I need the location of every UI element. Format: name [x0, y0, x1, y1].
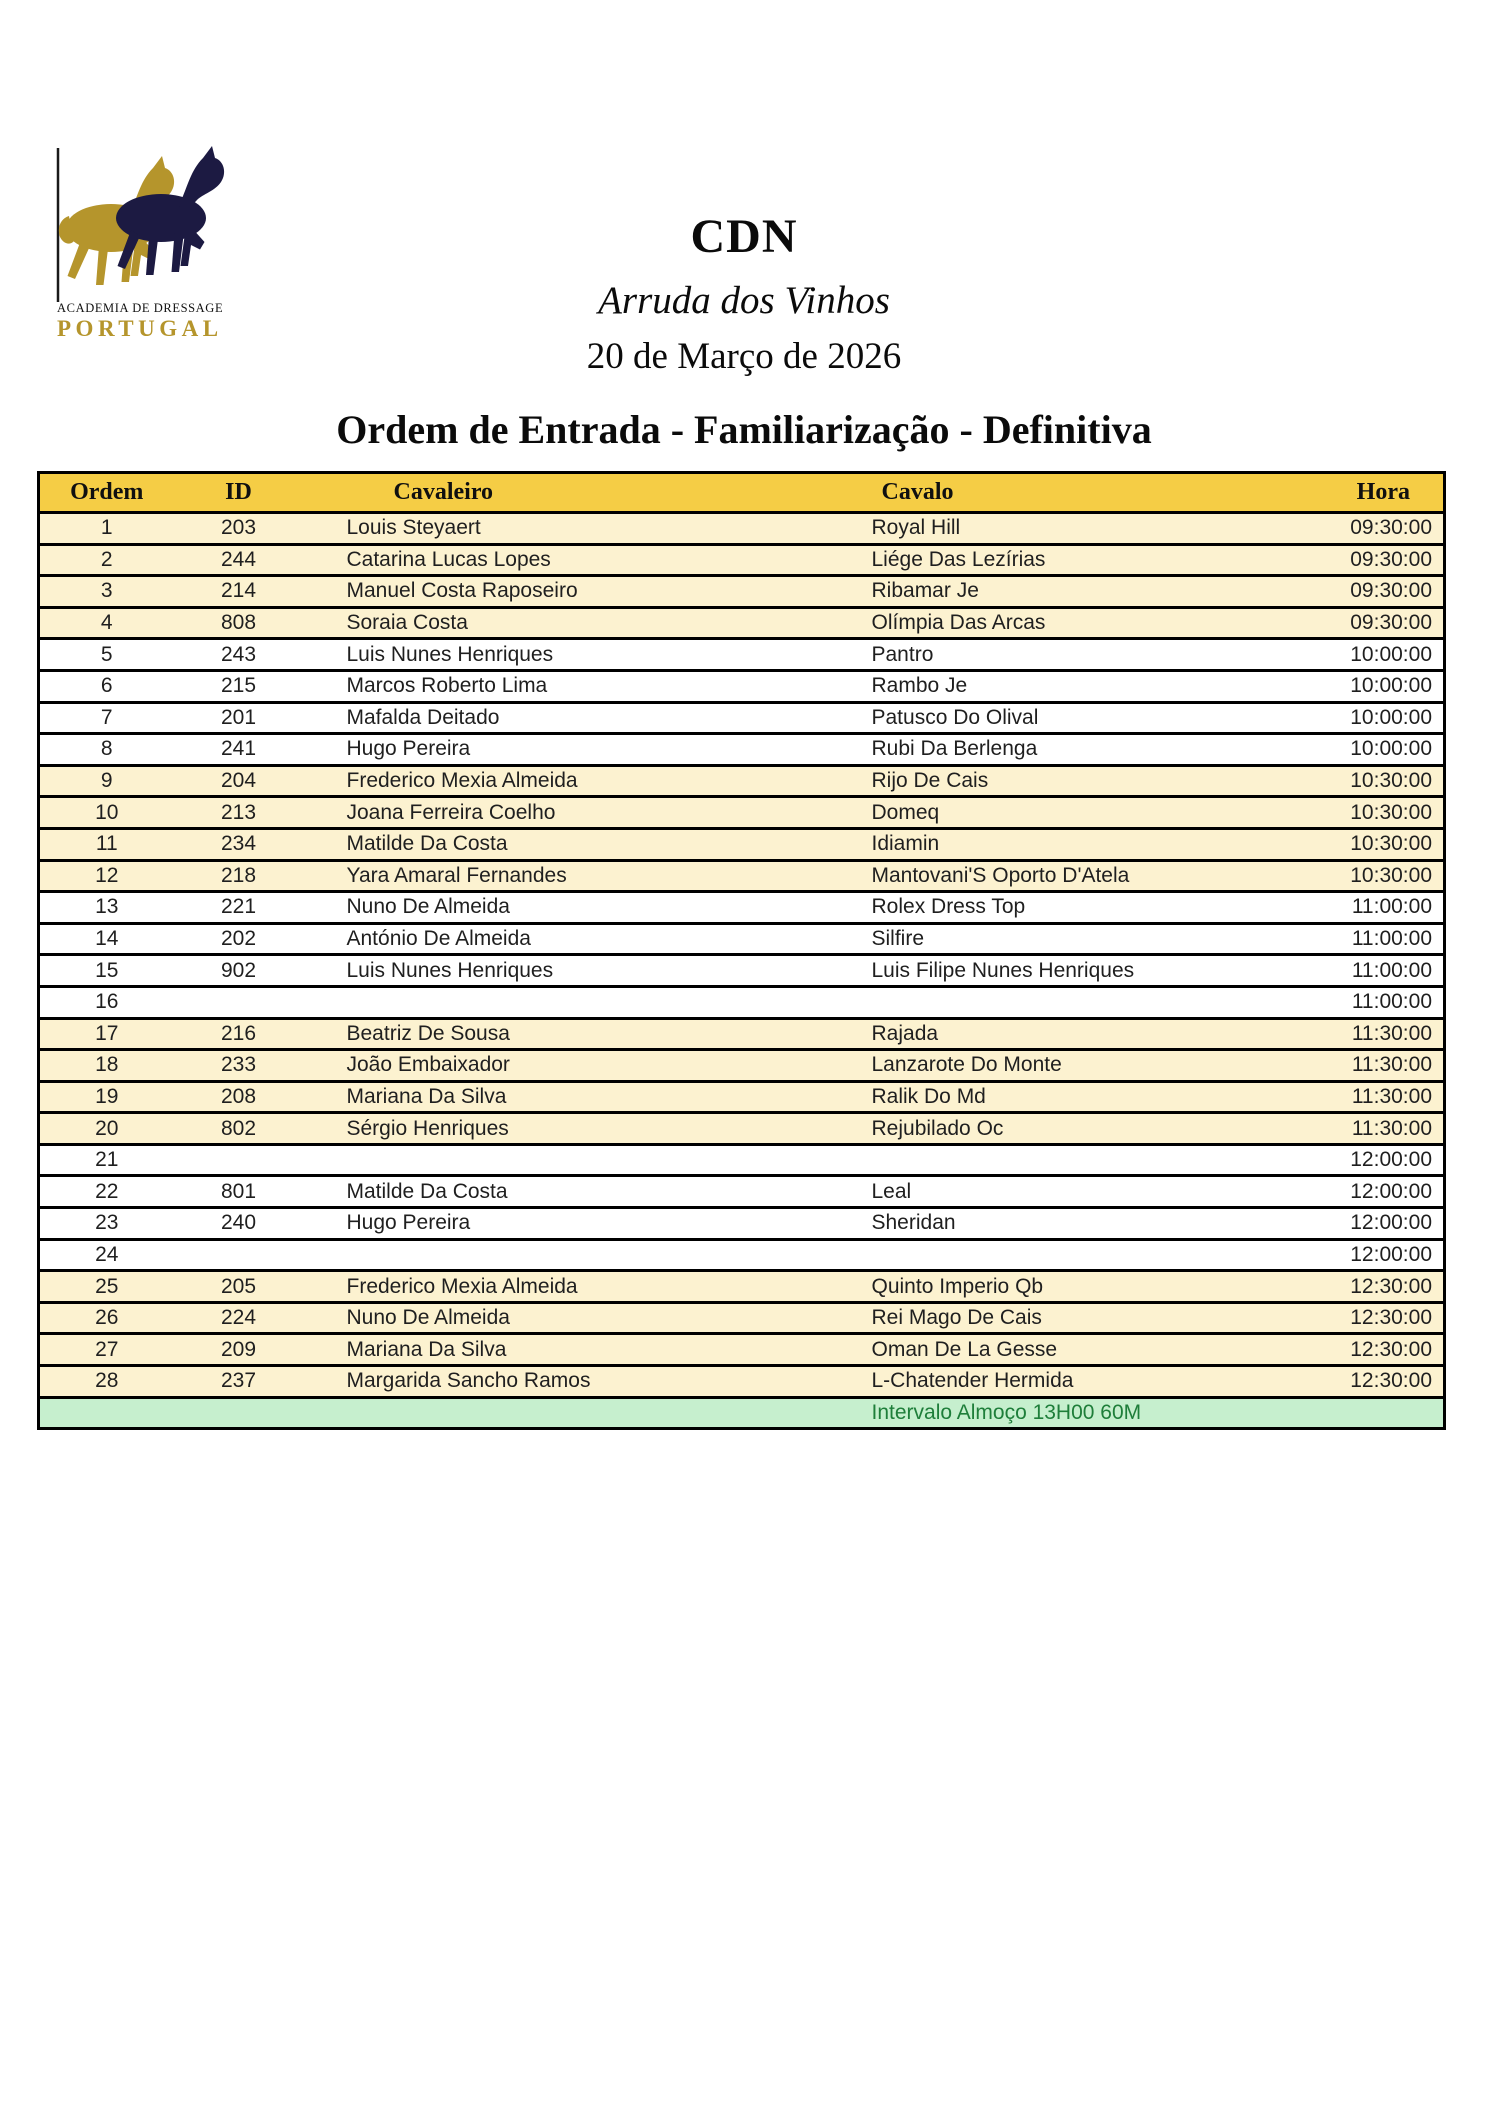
cell-cavaleiro [304, 1144, 830, 1176]
cell-cavalo: Domeq [830, 797, 1237, 829]
cell-cavalo: Pantro [830, 639, 1237, 671]
cell-hora: 12:00:00 [1237, 1144, 1445, 1176]
cell-cavaleiro: Mariana Da Silva [304, 1334, 830, 1366]
start-list-title: Ordem de Entrada - Familiarização - Definitiva [336, 407, 1152, 452]
table-header [39, 473, 1445, 513]
cell-ordem: 10 [39, 797, 174, 829]
cell-id: 224 [174, 1302, 304, 1334]
table-row [39, 1271, 1445, 1303]
interval-row [39, 1397, 1445, 1429]
cell-cavalo: Rei Mago De Cais [830, 1302, 1237, 1334]
cell-ordem: 18 [39, 1050, 174, 1082]
cell-cavalo: Lanzarote Do Monte [830, 1050, 1237, 1082]
cell-hora: 09:30:00 [1237, 607, 1445, 639]
column-header-ordem: Ordem [39, 473, 174, 513]
cell-hora: 11:30:00 [1237, 1113, 1445, 1145]
cell-cavaleiro: Frederico Mexia Almeida [304, 765, 830, 797]
cell-hora: 09:30:00 [1237, 576, 1445, 608]
cell-ordem: 17 [39, 1018, 174, 1050]
cell-cavaleiro: Catarina Lucas Lopes [304, 544, 830, 576]
event-date: 20 de Março de 2026 [586, 336, 902, 377]
cell-cavaleiro [304, 1397, 830, 1429]
cell-cavalo: L-Chatender Hermida [830, 1366, 1237, 1398]
cell-hora: 12:30:00 [1237, 1302, 1445, 1334]
table-row [39, 1081, 1445, 1113]
cell-id: 237 [174, 1366, 304, 1398]
cell-cavaleiro: Hugo Pereira [304, 1208, 830, 1240]
cell-ordem: 5 [39, 639, 174, 671]
cell-cavalo: Ribamar Je [830, 576, 1237, 608]
table-row [39, 1208, 1445, 1240]
cell-cavaleiro: Matilde Da Costa [304, 828, 830, 860]
logo-academy-text: ACADEMIA DE DRESSAGE [57, 301, 224, 315]
cell-hora: 12:00:00 [1237, 1176, 1445, 1208]
table-row [39, 1334, 1445, 1366]
table-row [39, 828, 1445, 860]
cell-ordem: 6 [39, 670, 174, 702]
cell-id: 203 [174, 513, 304, 545]
cell-cavaleiro [304, 1239, 830, 1271]
cell-id: 902 [174, 955, 304, 987]
cell-hora: 10:30:00 [1237, 828, 1445, 860]
table-row [39, 955, 1445, 987]
cell-cavaleiro: Yara Amaral Fernandes [304, 860, 830, 892]
cell-ordem: 23 [39, 1208, 174, 1240]
cell-cavalo: Idiamin [830, 828, 1237, 860]
cell-hora: 11:30:00 [1237, 1018, 1445, 1050]
event-location: Arruda dos Vinhos [598, 279, 890, 322]
cell-cavalo: Rijo De Cais [830, 765, 1237, 797]
table-row [39, 1018, 1445, 1050]
cell-ordem: 7 [39, 702, 174, 734]
cell-hora: 10:30:00 [1237, 765, 1445, 797]
cell-ordem: 28 [39, 1366, 174, 1398]
cell-id: 801 [174, 1176, 304, 1208]
cell-cavalo: Rejubilado Oc [830, 1113, 1237, 1145]
cell-ordem: 4 [39, 607, 174, 639]
table-row [39, 702, 1445, 734]
cell-cavalo: Olímpia Das Arcas [830, 607, 1237, 639]
cell-cavaleiro: Soraia Costa [304, 607, 830, 639]
cell-ordem: 27 [39, 1334, 174, 1366]
cell-ordem: 12 [39, 860, 174, 892]
table-row [39, 1366, 1445, 1398]
table-row [39, 544, 1445, 576]
cell-ordem: 16 [39, 986, 174, 1018]
cell-ordem: 20 [39, 1113, 174, 1145]
cell-id: 808 [174, 607, 304, 639]
cell-id [174, 1144, 304, 1176]
cell-cavaleiro: Manuel Costa Raposeiro [304, 576, 830, 608]
column-header-cavaleiro: Cavaleiro [304, 473, 830, 513]
cell-ordem: 13 [39, 892, 174, 924]
cell-cavalo [830, 1239, 1237, 1271]
cell-id: 218 [174, 860, 304, 892]
cell-cavaleiro: Luis Nunes Henriques [304, 639, 830, 671]
cell-cavalo: Silfire [830, 923, 1237, 955]
cell-id: 243 [174, 639, 304, 671]
cell-ordem: 21 [39, 1144, 174, 1176]
cell-cavalo: Ralik Do Md [830, 1081, 1237, 1113]
cell-hora: 10:00:00 [1237, 670, 1445, 702]
cell-ordem: 9 [39, 765, 174, 797]
cell-id: 215 [174, 670, 304, 702]
column-header-id: ID [174, 473, 304, 513]
table-row [39, 765, 1445, 797]
cell-cavaleiro: Luis Nunes Henriques [304, 955, 830, 987]
cell-hora: 11:00:00 [1237, 986, 1445, 1018]
cell-cavalo: Oman De La Gesse [830, 1334, 1237, 1366]
cell-ordem: 8 [39, 734, 174, 766]
cell-hora: 11:00:00 [1237, 955, 1445, 987]
cell-ordem: 3 [39, 576, 174, 608]
cell-cavaleiro: João Embaixador [304, 1050, 830, 1082]
cell-id: 216 [174, 1018, 304, 1050]
cell-hora: 09:30:00 [1237, 544, 1445, 576]
cell-ordem: 22 [39, 1176, 174, 1208]
cell-id: 240 [174, 1208, 304, 1240]
start-list-table [37, 471, 1446, 1430]
cell-id: 233 [174, 1050, 304, 1082]
cell-ordem: 1 [39, 513, 174, 545]
cell-cavalo: Quinto Imperio Qb [830, 1271, 1237, 1303]
cell-cavaleiro: Matilde Da Costa [304, 1176, 830, 1208]
cell-hora: 09:30:00 [1237, 513, 1445, 545]
table-row [39, 639, 1445, 671]
header-row [39, 473, 1445, 513]
cell-ordem: 26 [39, 1302, 174, 1334]
table-row [39, 734, 1445, 766]
cell-hora [1237, 1397, 1445, 1429]
cell-cavaleiro: Frederico Mexia Almeida [304, 1271, 830, 1303]
cell-id: 208 [174, 1081, 304, 1113]
cell-cavalo: Rolex Dress Top [830, 892, 1237, 924]
cell-ordem: 19 [39, 1081, 174, 1113]
table-row [39, 1144, 1445, 1176]
cell-id: 221 [174, 892, 304, 924]
cell-id: 244 [174, 544, 304, 576]
cell-cavaleiro: Hugo Pereira [304, 734, 830, 766]
column-header-hora: Hora [1237, 473, 1445, 513]
cell-id [174, 1397, 304, 1429]
cell-id: 802 [174, 1113, 304, 1145]
cell-ordem: 24 [39, 1239, 174, 1271]
cell-cavalo [830, 986, 1237, 1018]
cell-cavaleiro: Nuno De Almeida [304, 892, 830, 924]
logo-portugal-text: PORTUGAL [57, 316, 223, 341]
cell-hora: 12:30:00 [1237, 1271, 1445, 1303]
cell-cavalo: Luis Filipe Nunes Henriques [830, 955, 1237, 987]
cell-cavalo: Liége Das Lezírias [830, 544, 1237, 576]
table-row [39, 860, 1445, 892]
cell-hora: 11:30:00 [1237, 1050, 1445, 1082]
cell-hora: 10:00:00 [1237, 734, 1445, 766]
cell-ordem: 11 [39, 828, 174, 860]
cell-ordem: 25 [39, 1271, 174, 1303]
table-row [39, 892, 1445, 924]
table-row [39, 513, 1445, 545]
cell-id: 202 [174, 923, 304, 955]
cell-ordem [39, 1397, 174, 1429]
cell-id: 214 [174, 576, 304, 608]
cell-id: 205 [174, 1271, 304, 1303]
cell-cavalo: Rajada [830, 1018, 1237, 1050]
table-row [39, 670, 1445, 702]
cell-cavaleiro: Mafalda Deitado [304, 702, 830, 734]
table-row [39, 576, 1445, 608]
cell-cavaleiro: Louis Steyaert [304, 513, 830, 545]
cell-cavaleiro: Beatriz De Sousa [304, 1018, 830, 1050]
cell-cavaleiro: António De Almeida [304, 923, 830, 955]
cell-hora: 10:00:00 [1237, 702, 1445, 734]
cell-hora: 10:00:00 [1237, 639, 1445, 671]
cell-cavaleiro [304, 986, 830, 1018]
cell-ordem: 14 [39, 923, 174, 955]
cell-cavalo: Leal [830, 1176, 1237, 1208]
table-row [39, 797, 1445, 829]
cell-ordem: 2 [39, 544, 174, 576]
table-row [39, 986, 1445, 1018]
cell-cavalo: Sheridan [830, 1208, 1237, 1240]
column-header-cavalo: Cavalo [830, 473, 1237, 513]
cell-cavalo: Rubi Da Berlenga [830, 734, 1237, 766]
cell-hora: 12:00:00 [1237, 1239, 1445, 1271]
cell-cavaleiro: Marcos Roberto Lima [304, 670, 830, 702]
cell-id: 201 [174, 702, 304, 734]
table-row [39, 1113, 1445, 1145]
cell-hora: 11:00:00 [1237, 892, 1445, 924]
table-body [39, 513, 1445, 1429]
cell-id [174, 986, 304, 1018]
cell-ordem: 15 [39, 955, 174, 987]
table-row [39, 1176, 1445, 1208]
cell-hora: 12:30:00 [1237, 1334, 1445, 1366]
cell-hora: 12:00:00 [1237, 1208, 1445, 1240]
interval-label: Intervalo Almoço 13H00 60M [830, 1397, 1237, 1429]
cell-hora: 10:30:00 [1237, 797, 1445, 829]
table-row [39, 1239, 1445, 1271]
cell-hora: 10:30:00 [1237, 860, 1445, 892]
cell-id: 241 [174, 734, 304, 766]
cell-id [174, 1239, 304, 1271]
cell-hora: 11:00:00 [1237, 923, 1445, 955]
table-row [39, 923, 1445, 955]
cell-cavaleiro: Nuno De Almeida [304, 1302, 830, 1334]
cell-cavalo: Rambo Je [830, 670, 1237, 702]
cell-cavalo: Royal Hill [830, 513, 1237, 545]
table-row [39, 607, 1445, 639]
cell-cavaleiro: Joana Ferreira Coelho [304, 797, 830, 829]
cell-cavaleiro: Sérgio Henriques [304, 1113, 830, 1145]
cell-cavalo [830, 1144, 1237, 1176]
cell-hora: 12:30:00 [1237, 1366, 1445, 1398]
cell-cavalo: Patusco Do Olival [830, 702, 1237, 734]
cell-id: 234 [174, 828, 304, 860]
event-title: CDN [690, 210, 798, 263]
cell-id: 204 [174, 765, 304, 797]
cell-cavalo: Mantovani'S Oporto D'Atela [830, 860, 1237, 892]
cell-cavaleiro: Mariana Da Silva [304, 1081, 830, 1113]
table-row [39, 1302, 1445, 1334]
cell-id: 213 [174, 797, 304, 829]
cell-cavaleiro: Margarida Sancho Ramos [304, 1366, 830, 1398]
table-row [39, 1050, 1445, 1082]
cell-hora: 11:30:00 [1237, 1081, 1445, 1113]
cell-id: 209 [174, 1334, 304, 1366]
